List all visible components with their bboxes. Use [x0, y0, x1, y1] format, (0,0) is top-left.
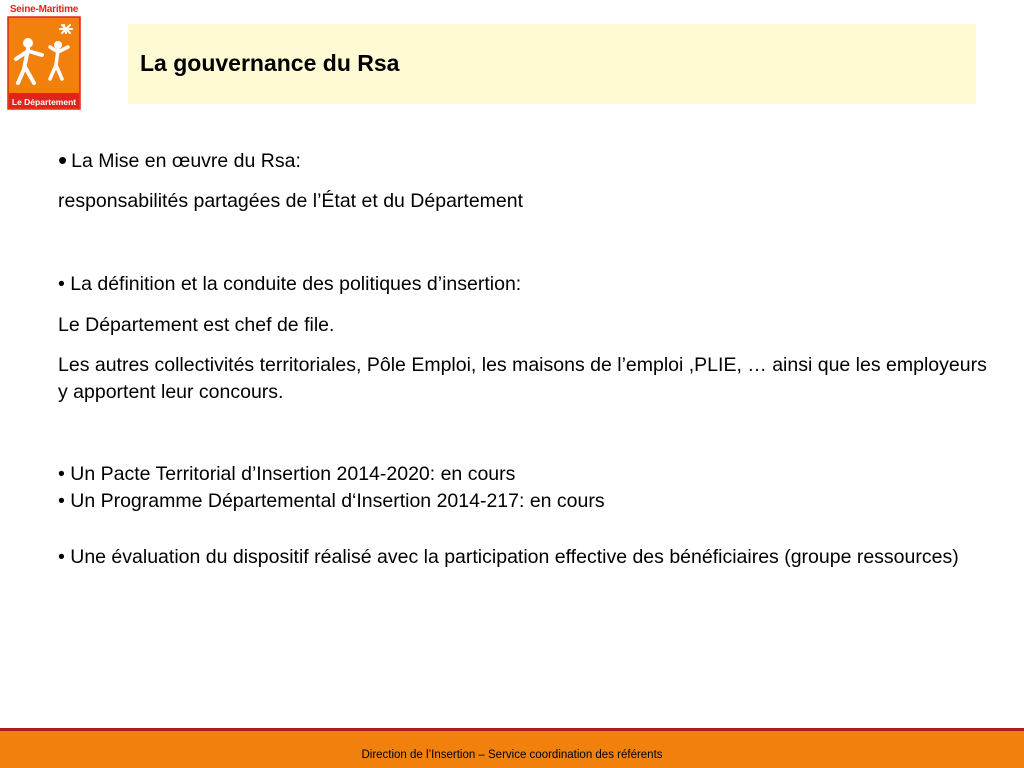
bullet-2-heading: • La définition et la conduite des politiques d’insertion:	[58, 273, 522, 295]
bullet-3: • Un Pacte Territorial d’Insertion 2014-2020: en cours	[58, 463, 516, 485]
bullet-1-heading	[58, 142, 301, 178]
bullet-4: • Un Programme Départemental d‘Insertion 2014-217: en cours	[58, 490, 605, 512]
title-band	[128, 24, 976, 104]
logo	[6, 3, 82, 111]
bullet-2-line-2: Les autres collectivités territoriales, Pôle Emploi, les maisons de l’emploi ,PLIE, … ainsi que les employeurs y apportent leur concours.	[58, 354, 987, 404]
logo-graphic	[6, 3, 82, 111]
footer	[0, 731, 1024, 768]
footer-text: Direction de l’Insertion – Service coordination des référents	[361, 749, 663, 761]
slide-title: La gouvernance du Rsa	[140, 50, 400, 76]
bullet-5: • Une évaluation du dispositif réalisé avec la participation effective des bénéficiaires (groupe ressources)	[58, 546, 959, 568]
logo-top-text: Seine-Maritime	[9, 4, 79, 15]
bullet-2-line-1: Le Département est chef de file.	[58, 314, 335, 336]
bullet-1-text: responsabilités partagées de l’État et du Département	[58, 190, 524, 212]
bullet-icon: •	[58, 145, 68, 175]
logo-bottom-text: Le Département	[11, 97, 77, 107]
bullet-1-heading-text: La Mise en œuvre du Rsa:	[71, 150, 301, 172]
